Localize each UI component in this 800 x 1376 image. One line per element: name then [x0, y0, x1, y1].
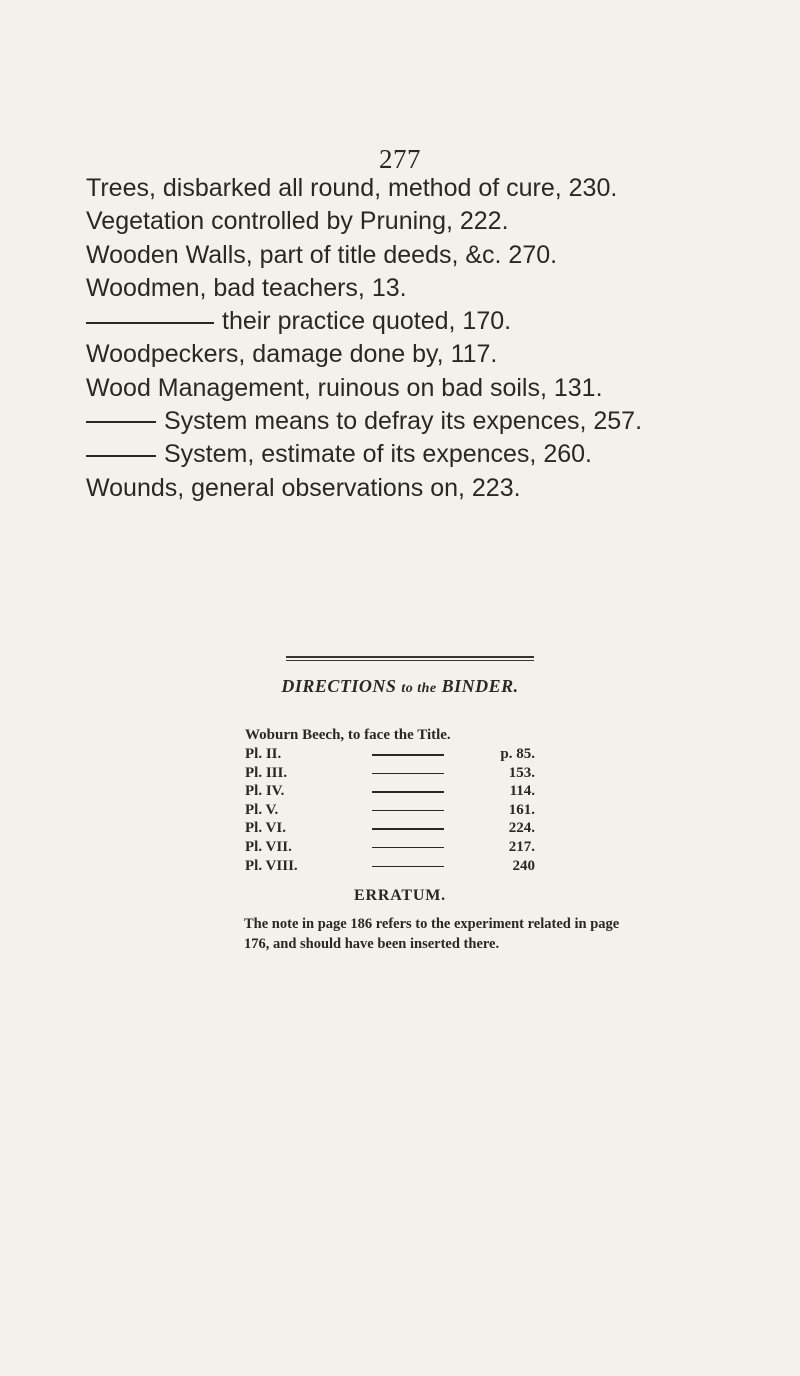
plate-page: 217. [508, 838, 535, 855]
plate-page: 161. [508, 801, 535, 818]
index-entry [86, 438, 786, 471]
plate-row [245, 764, 535, 783]
index-entry-text: System means to defray its expences, 257. [164, 407, 643, 436]
directions-heading [0, 676, 800, 697]
plate-row [245, 838, 535, 857]
index-entry [86, 205, 786, 238]
index-entry [86, 472, 786, 505]
ditto-dash [86, 322, 214, 324]
plate-label: Pl. V. [245, 801, 279, 818]
plate-label: Pl. IV. [245, 783, 285, 800]
leader-line [372, 810, 444, 812]
leader-line [372, 773, 444, 775]
index-entry-text: Wooden Walls, part of title deeds, &c. 270. [86, 240, 558, 269]
index-entry [86, 338, 786, 371]
directions-heading-part: DIRECTIONS [281, 676, 397, 696]
index-entry [86, 305, 786, 338]
leader-line [372, 866, 444, 868]
plate-label: Pl. III. [245, 764, 288, 781]
leader-line [372, 754, 444, 756]
index-entry-text: their practice quoted, 170. [222, 307, 512, 336]
plates-list [245, 726, 535, 875]
directions-heading-part: to the [401, 681, 437, 696]
plate-page: 240 [512, 857, 535, 874]
index-entry [86, 172, 786, 205]
plate-row [245, 857, 535, 876]
plate-label: Pl. II. [245, 746, 282, 762]
index-entries [86, 172, 786, 505]
plate-row [245, 782, 535, 801]
section-divider [286, 656, 534, 663]
plate-row [245, 801, 535, 820]
erratum-text [244, 914, 800, 954]
index-entry-text: Wood Management, ruinous on bad soils, 131. [86, 373, 603, 402]
leader-line [372, 791, 444, 793]
directions-heading-part: BINDER. [441, 676, 519, 696]
plate-label: Pl. VIII. [245, 857, 298, 874]
plate-row [245, 819, 535, 838]
plate-label: Pl. VII. [245, 838, 292, 855]
ditto-dash [86, 421, 156, 423]
leader-line [372, 847, 444, 849]
index-entry-text: Woodpeckers, damage done by, 117. [86, 340, 498, 369]
plate-page: 153. [508, 764, 535, 781]
page-number: 277 [379, 144, 421, 174]
index-entry [86, 272, 786, 305]
index-entry-text: Woodmen, bad teachers, 13. [86, 273, 407, 302]
leader-line [372, 828, 444, 830]
ditto-dash [86, 455, 156, 457]
erratum-heading: ERRATUM. [354, 887, 446, 904]
plate-page: 224. [508, 820, 535, 837]
plate-page: 114. [509, 783, 535, 800]
plate-row [245, 745, 535, 764]
plate-label: Pl. VI. [245, 820, 286, 837]
woburn-line: Woburn Beech, to face the Title. [245, 727, 451, 743]
index-entry [86, 372, 786, 405]
erratum-line: 176, and should have been inserted there. [244, 936, 500, 952]
index-entry-text: Trees, disbarked all round, method of cure, 230. [86, 174, 618, 202]
index-entry-text: Wounds, general observations on, 223. [86, 473, 521, 502]
index-entry [86, 405, 786, 438]
index-entry [86, 239, 786, 272]
erratum-line: The note in page 186 refers to the experiment related in page [244, 916, 620, 932]
index-entry-text: Vegetation controlled by Pruning, 222. [86, 207, 509, 236]
plate-page: p. 85. [500, 746, 535, 762]
index-entry-text: System, estimate of its expences, 260. [164, 440, 592, 469]
